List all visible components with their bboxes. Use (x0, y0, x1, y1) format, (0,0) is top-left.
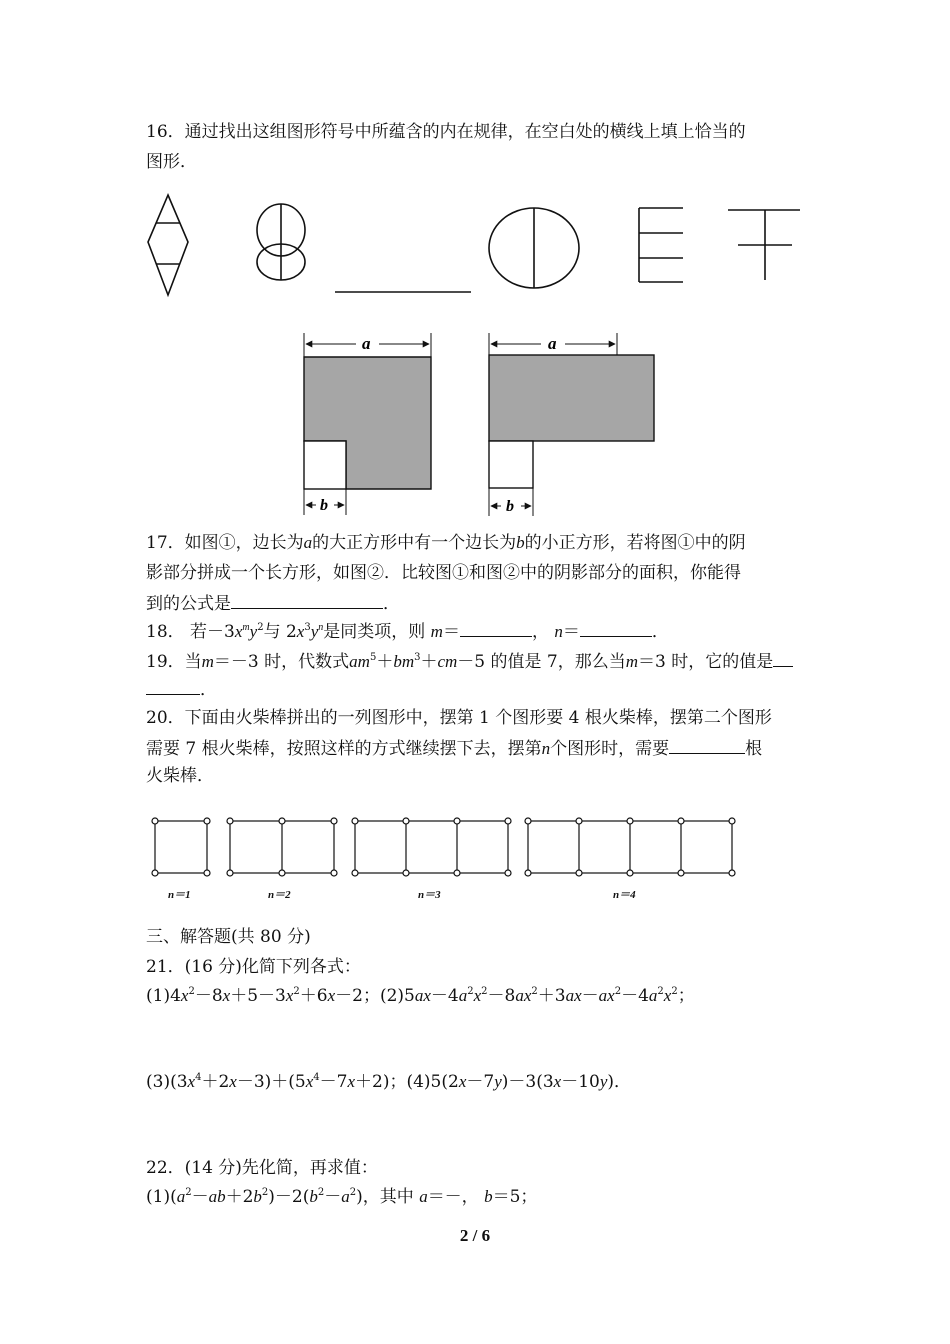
q18-var: x (234, 622, 243, 641)
q22-part: )－2( (268, 1187, 310, 1207)
q22-part: )，其中 (356, 1187, 414, 1207)
q21-part: －7 (319, 1072, 348, 1092)
q17-text-line3 (146, 592, 400, 615)
q19-var: m (201, 652, 214, 671)
q21-part: －4 (621, 986, 649, 1006)
q18-part: ． (651, 622, 669, 642)
q22-part: ＝5； (492, 1187, 538, 1207)
q19-blank-part1[interactable] (773, 650, 793, 667)
matchstick-label-n3: n＝3 (418, 889, 441, 901)
q19-part: －5 的值是 7，那么当 (457, 652, 626, 672)
q21-part: ＋3 (537, 986, 566, 1006)
q18-part: 是同类项，则 (323, 622, 426, 642)
q17-text-line2: 影部分拼成一个长方形，如图②．比较图①和图②中的阴影部分的面积，你能得 (146, 563, 741, 583)
q19-blank-part2[interactable] (146, 678, 200, 695)
q22-part: ＋2 (225, 1187, 254, 1207)
q19-var: a (349, 652, 358, 671)
q19-text-line1 (146, 650, 793, 673)
q22-part: (1)( (146, 1187, 177, 1207)
q17-part: 的小正方形，若将图①中的阴 (524, 533, 746, 553)
q18-blank-n[interactable] (580, 620, 652, 637)
q21-part: (3)(3 (146, 1072, 188, 1092)
q21-part: －4 (430, 986, 459, 1006)
q18-var: x (296, 622, 305, 641)
q22-part: － (324, 1187, 342, 1207)
q19-part: ＋ (376, 652, 394, 672)
q21-part: (1)4 (146, 986, 181, 1006)
q22-part-1: $(1)(a^2-ab+2b^2)-2(b^2-a^2)$，其中 a＝－， b＝5； (146, 1187, 538, 1207)
q21-part: －8 (194, 986, 223, 1006)
q18-part: 18． 若－3 (146, 622, 235, 642)
q19-part: ＝3 时，它的值是 (638, 652, 774, 672)
q21-part: ＋5－3 (230, 986, 286, 1006)
page-number: 2 / 6 (459, 1226, 491, 1245)
figure-2-label-a: a (548, 334, 557, 353)
q17-part: 的大正方形中有一个边长为 (312, 533, 517, 553)
q20-part: 根 (745, 739, 763, 759)
symbol-eight (257, 204, 305, 280)
q20-part: 需要 7 根火柴棒，按照这样的方式继续摆下去，摆第 (146, 739, 542, 759)
q17-figure (0, 330, 950, 520)
symbol-diamond (148, 195, 188, 295)
q20-part: 个图形时，需要 (550, 739, 670, 759)
q21-part: －8 (487, 986, 516, 1006)
q21-part: ＋2 (201, 1072, 230, 1092)
matchstick-label-n2: n＝2 (268, 889, 291, 901)
matchstick-n1 (155, 821, 207, 873)
q19-part: ＝－3 时，代数式 (213, 652, 350, 672)
symbol-circle-line (489, 208, 579, 288)
q20-answer-blank[interactable] (669, 737, 745, 754)
q19-text-line2 (146, 678, 217, 701)
q21-part: －3)＋(5 (236, 1072, 306, 1092)
q17-text-line1 (146, 532, 746, 554)
q22-title: 22．(14 分)先化简，再求值： (146, 1158, 378, 1178)
q20-text-line2 (146, 737, 762, 760)
q20-matchstick-figure (0, 810, 950, 910)
figure-2-label-b: b (506, 498, 514, 515)
q20-var: n (541, 739, 551, 758)
q17-part: 17．如图①，边长为 (146, 533, 304, 553)
q19-var: m (401, 652, 415, 671)
q21-part: ； (677, 986, 695, 1006)
q21-part: ＋2)；(4)5(2 (355, 1072, 459, 1092)
q21-part: )． (607, 1072, 632, 1092)
q22-part: ＝－， (427, 1187, 479, 1207)
figure-1-label-a: a (362, 334, 371, 353)
q21-part: － (581, 986, 599, 1006)
q18-part: ＝ (442, 622, 460, 642)
figure-1-label-b: b (320, 497, 328, 514)
q18-part: ， (531, 622, 549, 642)
q18-text (146, 620, 669, 643)
matchstick-label-n1: n＝1 (168, 889, 191, 901)
q18-part: 与 2 (263, 622, 297, 642)
q19-var: m (357, 652, 370, 671)
q21-part: －10 (561, 1072, 600, 1092)
matchstick-joints (152, 818, 735, 876)
q18-var: y (249, 622, 258, 641)
q18-blank-m[interactable] (460, 620, 532, 637)
q21-part: －2；(2)5 (335, 986, 415, 1006)
figure-1-square (304, 333, 431, 515)
q20-text-line3: 火柴棒． (146, 766, 214, 786)
q21-parts-3-4: $(3)(3x^4+2x-3)+(5x^4-7x+2)$；(4)5(2x－7y)－3(3x－10y)． (146, 1072, 632, 1092)
q16-text-line1: 16．通过找出这组图形符号中所蕴含的内在规律，在空白处的横线上填上恰当的 (146, 122, 746, 142)
q21-part: )－3(3 (501, 1072, 554, 1092)
q20-text-line1: 20．下面由火柴棒拼出的一列图形中，摆第 1 个图形要 4 根火柴棒，摆第二个图形 (146, 708, 772, 728)
q17-var-a: a (303, 533, 313, 552)
q19-var: c (437, 652, 446, 671)
q21-part: －7 (466, 1072, 495, 1092)
q18-exp: n (318, 622, 324, 633)
q19-part: 19．当 (146, 652, 202, 672)
matchstick-label-n4: n＝4 (613, 889, 636, 901)
q18-var: y (310, 622, 319, 641)
section-3-heading: 三、解答题(共 80 分) (146, 927, 311, 947)
q21-title: 21．(16 分)化简下列各式： (146, 957, 361, 977)
q18-part: ＝ (562, 622, 580, 642)
q21-part: ＋6 (299, 986, 328, 1006)
symbol-gan-shape (728, 210, 800, 280)
figure-2-rectangle (489, 333, 654, 516)
matchstick-n3 (355, 821, 508, 873)
q19-part: ． (200, 680, 217, 700)
q19-var: m (445, 652, 458, 671)
q18-var: n (554, 622, 563, 641)
q18-var: m (430, 622, 443, 641)
q16-text-line2: 图形． (146, 152, 197, 172)
q18-exp: 2 (257, 622, 264, 633)
q18-exp: m (242, 622, 250, 633)
q18-exp: 3 (304, 622, 311, 633)
q19-part: ＋ (420, 652, 438, 672)
q17-part: 到的公式是 (146, 594, 231, 614)
matchstick-n2 (230, 821, 334, 873)
symbol-e-shape (639, 208, 683, 282)
q22-part: － (191, 1187, 209, 1207)
q17-part: ． (383, 594, 400, 614)
q19-var: m (625, 652, 639, 671)
q19-exp: 3 (414, 652, 421, 663)
q19-exp: 5 (369, 652, 377, 663)
q17-answer-blank[interactable] (231, 592, 383, 609)
q19-var: b (393, 652, 402, 671)
q17-var-b: b (516, 533, 525, 552)
matchstick-n4 (528, 821, 732, 873)
q21-parts-1-2: $(1)4x^2-8x+5-3x^2+6x-2$；$(2)5ax-4a^2x^2-8ax^2+3ax-ax^2-4a^2x^2$； (146, 986, 695, 1006)
